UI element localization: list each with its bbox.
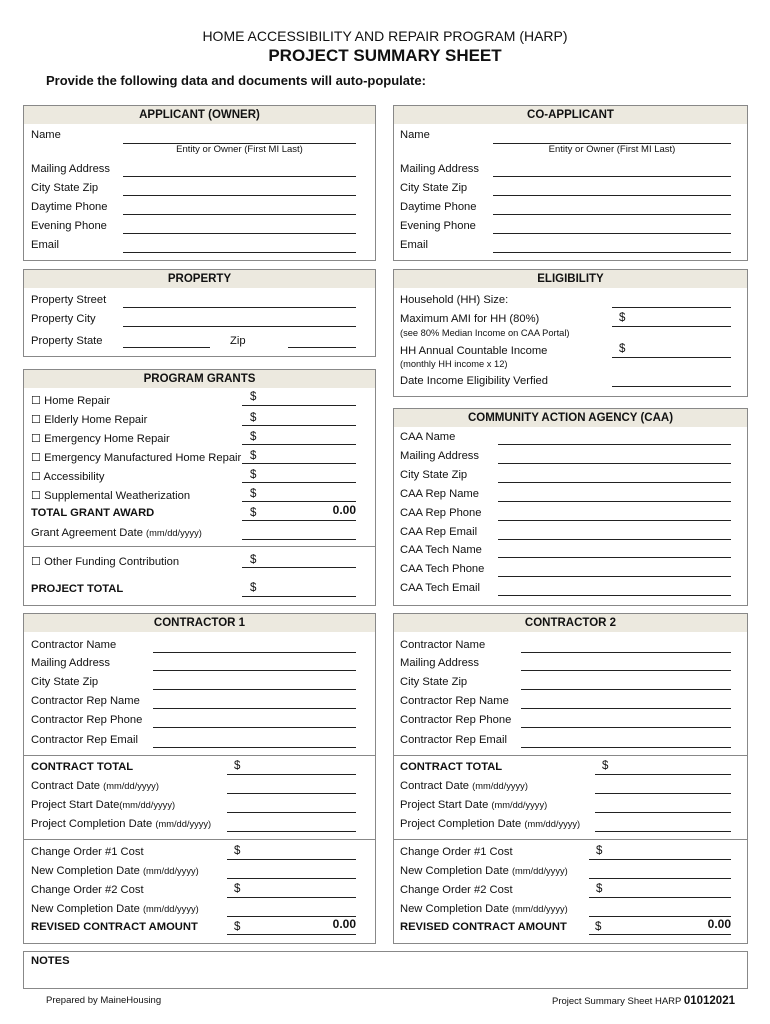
grant-agreement-date-field[interactable] [242,539,356,540]
grant-accessibility-field[interactable] [242,482,356,483]
caa-rep-name-label: CAA Rep Name [400,488,479,500]
coapplicant-evephone-field[interactable] [493,233,731,234]
c2-name-label: Contractor Name [400,639,486,651]
property-street-label: Property Street [31,294,107,306]
other-funding-label: Other Funding Contribution [44,556,180,568]
max-ami-label: Maximum AMI for HH (80%) [400,313,540,325]
caa-rep-name-field[interactable] [498,501,731,502]
c2-change1-currency: $ [596,845,603,857]
coapplicant-mailing-field[interactable] [493,176,731,177]
project-total-field[interactable] [242,596,356,597]
property-heading: PROPERTY [24,270,375,288]
c1-completion-date-field[interactable] [227,831,356,832]
max-ami-note: (see 80% Median Income on CAA Portal) [400,328,570,338]
c2-rep-email-field[interactable] [521,747,731,748]
coapplicant-heading: CO-APPLICANT [394,106,747,124]
property-state-label: Property State [31,335,103,347]
grant-agreement-date-label: Grant Agreement Date (mm/dd/yyyy) [31,527,202,539]
caa-rep-phone-label: CAA Rep Phone [400,507,482,519]
max-ami-currency: $ [619,312,626,324]
c2-name-field[interactable] [521,652,731,653]
checkbox-icon[interactable]: ☐ [31,395,42,407]
c1-change2-field[interactable] [227,897,356,898]
project-total-label: PROJECT TOTAL [31,583,124,595]
caa-mailing-label: Mailing Address [400,450,479,462]
sheet-name [552,995,735,1007]
grant-accessibility-label: Accessibility [43,471,105,483]
caa-tech-phone-label: CAA Tech Phone [400,563,485,575]
c2-contract-date-label: Contract Date (mm/dd/yyyy) [400,780,528,792]
grant-weatherization-label: Supplemental Weatherization [44,490,191,502]
other-funding-currency: $ [250,554,257,566]
c1-divider-1 [24,755,375,756]
contractor2-heading: CONTRACTOR 2 [394,614,747,632]
grants-section [23,369,376,606]
c2-divider-2 [394,839,747,840]
c1-rep-email-label: Contractor Rep Email [31,734,138,746]
c2-revised-currency: $ [595,921,602,933]
c1-city-field[interactable] [153,689,356,690]
c2-change2-currency: $ [596,883,603,895]
coapplicant-dayphone-field[interactable] [493,214,731,215]
c2-contract-total-label: CONTRACT TOTAL [400,761,503,773]
property-city-label: Property City [31,313,96,325]
total-grant-currency: $ [250,507,257,519]
c1-new-completion-1-label: New Completion Date (mm/dd/yyyy) [31,865,199,877]
applicant-mailing-label: Mailing Address [31,163,110,175]
grant-accessibility[interactable] [31,470,104,483]
applicant-dayphone-label: Daytime Phone [31,201,108,213]
eligibility-section [393,269,748,397]
c2-rep-name-field[interactable] [521,708,731,709]
grants-divider [24,546,375,547]
other-funding[interactable] [31,555,179,568]
c2-contract-total-field[interactable] [595,774,731,775]
checkbox-icon[interactable]: ☐ [31,556,42,568]
c1-city-label: City State Zip [31,676,99,688]
applicant-mailing-field[interactable] [123,176,356,177]
property-city-field[interactable] [123,326,356,327]
c1-contract-total-label: CONTRACT TOTAL [31,761,134,773]
checkbox-icon[interactable]: ☐ [31,471,42,483]
c1-change1-field[interactable] [227,859,356,860]
hh-income-label: HH Annual Countable Income [400,345,548,357]
property-zip-field[interactable] [288,347,356,348]
c1-new-completion-1-field[interactable] [227,878,356,879]
checkbox-icon[interactable]: ☐ [31,490,42,502]
property-zip-label: Zip [230,335,246,347]
coapplicant-name-hint: Entity or Owner (First MI Last) [548,144,676,155]
c2-revised-field[interactable] [589,934,731,935]
c1-change2-currency: $ [234,883,241,895]
c2-revised-value: 0.00 [707,917,731,931]
caa-tech-email-field[interactable] [498,595,731,596]
c1-start-date-label: Project Start Date(mm/dd/yyyy) [31,799,176,811]
c2-new-completion-1-label: New Completion Date (mm/dd/yyyy) [400,865,568,877]
c1-rep-name-label: Contractor Rep Name [31,695,140,707]
caa-rep-email-field[interactable] [498,539,731,540]
c1-change1-label: Change Order #1 Cost [31,846,144,858]
coapplicant-email-label: Email [400,239,428,251]
total-grant-value: 0.00 [332,503,356,517]
property-state-field[interactable] [123,347,210,348]
c1-mailing-field[interactable] [153,670,356,671]
coapplicant-dayphone-label: Daytime Phone [400,201,477,213]
c1-rep-phone-label: Contractor Rep Phone [31,714,143,726]
applicant-heading: APPLICANT (OWNER) [24,106,375,124]
eligibility-date-label: Date Income Eligibility Verfied [400,375,548,387]
grant-emergency-label: Emergency Home Repair [44,433,170,445]
sheet-code: 01012021 [683,995,735,1007]
grant-manufactured-field[interactable] [242,463,356,464]
max-ami-field[interactable] [612,326,731,327]
c2-rep-phone-field[interactable] [521,727,731,728]
sheet-name-label: Project Summary Sheet HARP [552,996,682,1007]
hh-income-field[interactable] [612,357,731,358]
coapplicant-evephone-label: Evening Phone [400,220,476,232]
grant-weatherization-currency: $ [250,488,257,500]
coapplicant-email-field[interactable] [493,252,731,253]
c1-rep-email-field[interactable] [153,747,356,748]
grants-heading: PROGRAM GRANTS [24,370,375,388]
c1-contract-date-label: Contract Date (mm/dd/yyyy) [31,780,159,792]
caa-city-label: City State Zip [400,469,468,481]
applicant-city-field[interactable] [123,195,356,196]
grant-home-repair[interactable] [31,394,110,407]
c2-new-completion-2-label: New Completion Date (mm/dd/yyyy) [400,903,568,915]
coapplicant-name-label: Name [400,129,430,141]
caa-name-field[interactable] [498,444,731,445]
grant-manufactured-currency: $ [250,450,257,462]
coapplicant-section [393,105,748,261]
applicant-evephone-field[interactable] [123,233,356,234]
grant-accessibility-currency: $ [250,469,257,481]
instruction-text: Provide the following data and documents will auto-populate: [46,73,426,88]
checkbox-icon[interactable]: ☐ [31,452,42,464]
c2-start-date-field[interactable] [595,812,731,813]
c2-rep-email-label: Contractor Rep Email [400,734,507,746]
contractor1-heading: CONTRACTOR 1 [24,614,375,632]
c1-completion-date-label: Project Completion Date (mm/dd/yyyy) [31,818,212,830]
c2-change2-field[interactable] [589,897,731,898]
c1-contract-total-currency: $ [234,760,241,772]
applicant-email-label: Email [31,239,59,251]
c2-change1-field[interactable] [589,859,731,860]
grant-elderly-currency: $ [250,412,257,424]
grant-weatherization[interactable] [31,489,190,502]
property-street-field[interactable] [123,307,356,308]
property-section [23,269,376,357]
notes-section[interactable] [23,951,748,989]
hh-income-note: (monthly HH income x 12) [400,359,508,369]
applicant-name-label: Name [31,129,61,141]
program-title: HOME ACCESSIBILITY AND REPAIR PROGRAM (HARP) [202,28,568,44]
grant-elderly[interactable] [31,413,147,426]
c1-revised-currency: $ [234,921,241,933]
grant-weatherization-field[interactable] [242,501,356,502]
caa-rep-phone-field[interactable] [498,520,731,521]
grant-manufactured-label: Emergency Manufactured Home Repair [44,452,242,464]
c2-city-field[interactable] [521,689,731,690]
grant-emergency-currency: $ [250,431,257,443]
c1-rep-name-field[interactable] [153,708,356,709]
caa-tech-name-label: CAA Tech Name [400,544,482,556]
c1-change1-currency: $ [234,845,241,857]
c2-change1-label: Change Order #1 Cost [400,846,513,858]
c1-divider-2 [24,839,375,840]
c2-completion-date-label: Project Completion Date (mm/dd/yyyy) [400,818,581,830]
coapplicant-mailing-label: Mailing Address [400,163,479,175]
hh-income-currency: $ [619,343,626,355]
household-size-field[interactable] [612,307,731,308]
c1-name-field[interactable] [153,652,356,653]
c2-completion-date-field[interactable] [595,831,731,832]
eligibility-date-field[interactable] [612,386,731,387]
c1-revised-value: 0.00 [332,917,356,931]
grant-elderly-field[interactable] [242,425,356,426]
applicant-city-label: City State Zip [31,182,99,194]
grant-manufactured[interactable] [31,451,241,464]
caa-mailing-field[interactable] [498,463,731,464]
c2-start-date-label: Project Start Date (mm/dd/yyyy) [400,799,548,811]
caa-name-label: CAA Name [400,431,456,443]
caa-heading: COMMUNITY ACTION AGENCY (CAA) [394,409,747,427]
applicant-section [23,105,376,261]
caa-rep-email-label: CAA Rep Email [400,526,478,538]
caa-tech-email-label: CAA Tech Email [400,582,481,594]
c2-contract-date-field[interactable] [595,793,731,794]
applicant-dayphone-field[interactable] [123,214,356,215]
c1-change2-label: Change Order #2 Cost [31,884,144,896]
c2-change2-label: Change Order #2 Cost [400,884,513,896]
c1-revised-field[interactable] [227,934,356,935]
contractor2-section [393,613,748,944]
grant-home-repair-label: Home Repair [44,395,111,407]
c1-rep-phone-field[interactable] [153,727,356,728]
c2-rep-phone-label: Contractor Rep Phone [400,714,512,726]
applicant-email-field[interactable] [123,252,356,253]
c2-divider-1 [394,755,747,756]
notes-heading: NOTES [31,955,70,967]
applicant-evephone-label: Evening Phone [31,220,107,232]
grant-emergency-field[interactable] [242,444,356,445]
total-grant-field[interactable] [242,520,356,521]
c2-mailing-label: Mailing Address [400,657,479,669]
other-funding-field[interactable] [242,567,356,568]
c2-revised-label: REVISED CONTRACT AMOUNT [400,921,567,933]
grant-home-repair-currency: $ [250,391,257,403]
eligibility-heading: ELIGIBILITY [394,270,747,288]
c1-contract-total-field[interactable] [227,774,356,775]
grant-elderly-label: Elderly Home Repair [44,414,148,426]
coapplicant-city-field[interactable] [493,195,731,196]
contractor1-section [23,613,376,944]
caa-city-field[interactable] [498,482,731,483]
prepared-by: Prepared by MaineHousing [46,995,162,1006]
household-size-label: Household (HH) Size: [400,294,509,306]
total-grant-label: TOTAL GRANT AWARD [31,507,155,519]
c2-contract-total-currency: $ [602,760,609,772]
c1-start-date-field[interactable] [227,812,356,813]
c2-new-completion-1-field[interactable] [589,878,731,879]
grant-home-repair-field[interactable] [242,405,356,406]
coapplicant-city-label: City State Zip [400,182,468,194]
c1-revised-label: REVISED CONTRACT AMOUNT [31,921,198,933]
c1-new-completion-2-label: New Completion Date (mm/dd/yyyy) [31,903,199,915]
caa-tech-phone-field[interactable] [498,576,731,577]
checkbox-icon[interactable]: ☐ [31,433,42,445]
c1-mailing-label: Mailing Address [31,657,110,669]
c2-mailing-field[interactable] [521,670,731,671]
caa-section [393,408,748,606]
caa-tech-name-field[interactable] [498,557,731,558]
c2-rep-name-label: Contractor Rep Name [400,695,509,707]
applicant-name-hint: Entity or Owner (First MI Last) [176,144,303,155]
c2-city-label: City State Zip [400,676,468,688]
checkbox-icon[interactable]: ☐ [31,414,42,426]
page-title: PROJECT SUMMARY SHEET [268,46,502,65]
c1-contract-date-field[interactable] [227,793,356,794]
grant-emergency[interactable] [31,432,170,445]
project-total-currency: $ [250,582,257,594]
c1-name-label: Contractor Name [31,639,117,651]
